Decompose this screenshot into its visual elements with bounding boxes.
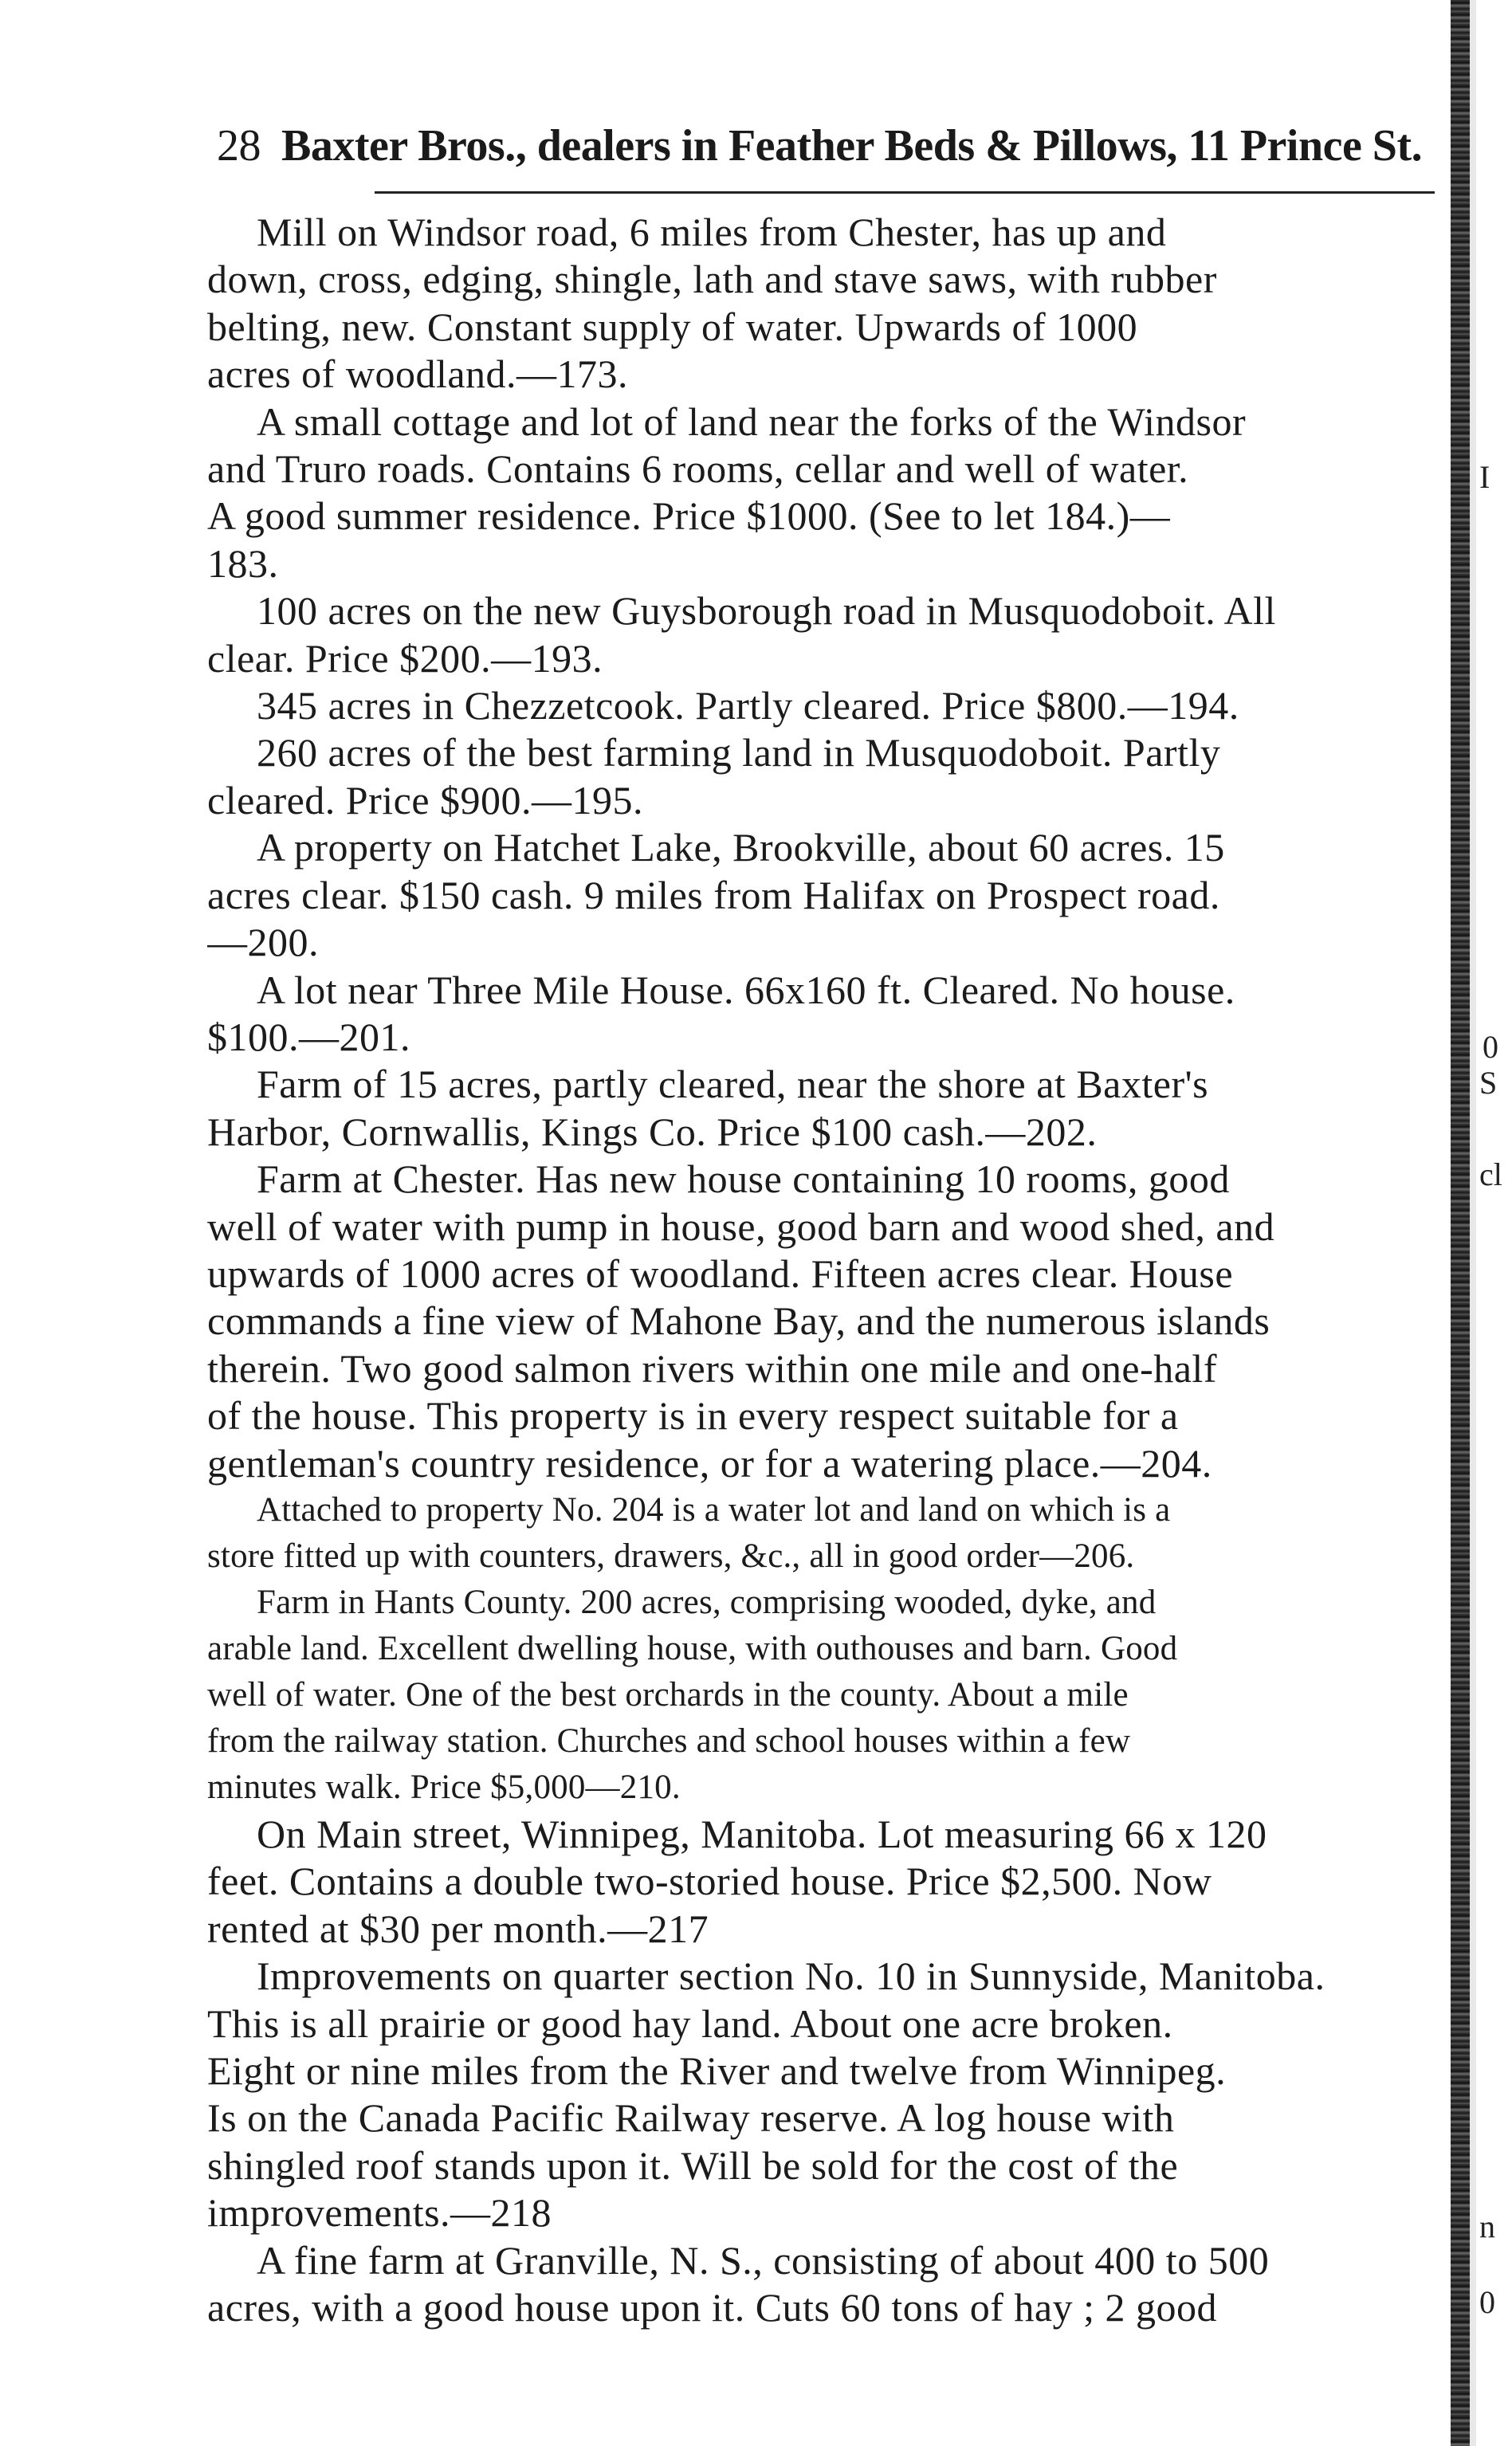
listing-entry	[207, 1580, 1467, 1811]
text-line: Improvements on quarter section No. 10 in Sunnyside, Manitoba.	[257, 1953, 1325, 1999]
text-line: This is all prairie or good hay land. About one acre broken.	[207, 2000, 1173, 2046]
text-line: A lot near Three Mile House. 66x160 ft. Cleared. No house.	[257, 967, 1235, 1012]
text-line: Eight or nine miles from the River and twelve from Winnipeg.	[207, 2048, 1227, 2093]
text-line: Attached to property No. 204 is a water lot and land on which is a	[257, 1490, 1171, 1529]
text-line: gentleman's country residence, or for a watering place.—204.	[207, 1440, 1212, 1486]
text-line: rented at $30 per month.—217	[207, 1906, 709, 1951]
text-line: Farm in Hants County. 200 acres, comprising wooded, dyke, and	[257, 1583, 1157, 1621]
margin-fragment: I	[1479, 459, 1490, 495]
text-line: well of water. One of the best orchards in the county. About a mile	[207, 1675, 1129, 1714]
text-line: shingled roof stands upon it. Will be sold for the cost of the	[207, 2142, 1179, 2188]
listing-entry	[207, 209, 1467, 399]
listing-entry	[207, 399, 1467, 588]
listing-entry	[207, 1487, 1467, 1580]
margin-fragment: 0	[1483, 1029, 1498, 1065]
text-line: cleared. Price $900.—195.	[207, 777, 644, 823]
margin-fragment: S	[1479, 1065, 1498, 1101]
text-line: arable land. Excellent dwelling house, with outhouses and barn. Good	[207, 1629, 1178, 1667]
running-header	[217, 102, 1476, 190]
listing-entry	[207, 1156, 1467, 1487]
listing-entry	[207, 967, 1467, 1062]
text-line: therein. Two good salmon rivers within one mile and one-half	[207, 1345, 1217, 1391]
listing-entry	[207, 1811, 1467, 1953]
text-line: clear. Price $200.—193.	[207, 635, 603, 681]
margin-fragment: n	[1479, 2208, 1495, 2244]
text-line: minutes walk. Price $5,000—210.	[207, 1768, 681, 1806]
listing-entry	[207, 682, 1467, 729]
header-rule	[375, 191, 1435, 194]
text-line: A good summer residence. Price $1000. (See to let 184.)—	[207, 493, 1171, 539]
text-line: well of water with pump in house, good barn and wood shed, and	[207, 1203, 1275, 1249]
text-line: improvements.—218	[207, 2190, 552, 2236]
text-line: 100 acres on the new Guysborough road in Musquodoboit. All	[257, 588, 1276, 634]
listing-text	[207, 209, 1467, 2331]
text-line: Mill on Windsor road, 6 miles from Chester, has up and	[257, 210, 1167, 254]
text-line: 260 acres of the best farming land in Musquodoboit. Partly	[257, 730, 1221, 775]
binding-edge	[1470, 0, 1476, 2446]
text-line: $100.—201.	[207, 1014, 410, 1059]
listing-entry	[207, 1953, 1467, 2236]
listing-entry	[207, 824, 1467, 966]
running-head-text: Baxter Bros., dealers in Feather Beds & Pillows, 11 Prince St.	[281, 121, 1423, 171]
margin-fragment: 0	[1479, 2284, 1495, 2320]
text-line: of the house. This property is in every respect suitable for a	[207, 1393, 1179, 1439]
text-line: Harbor, Cornwallis, Kings Co. Price $100 cash.—202.	[207, 1109, 1098, 1154]
text-line: upwards of 1000 acres of woodland. Fifteen acres clear. House	[207, 1250, 1234, 1296]
text-line: acres of woodland.—173.	[207, 351, 629, 397]
text-line: Farm of 15 acres, partly cleared, near the shore at Baxter's	[257, 1062, 1209, 1107]
listing-entry	[207, 1061, 1467, 1156]
text-line: —200.	[207, 920, 319, 965]
text-line: 345 acres in Chezzetcook. Partly cleared. Price $800.—194.	[257, 683, 1239, 728]
margin-fragment: cl	[1479, 1156, 1502, 1192]
text-line: store fitted up with counters, drawers, &c., all in good order—206.	[207, 1537, 1135, 1575]
text-line: acres, with a good house upon it. Cuts 60 tons of hay ; 2 good	[207, 2285, 1217, 2330]
listing-entry	[207, 2237, 1467, 2332]
text-line: acres clear. $150 cash. 9 miles from Halifax on Prospect road.	[207, 872, 1220, 917]
text-line: 183.	[207, 540, 279, 586]
text-line: belting, new. Constant supply of water. Upwards of 1000	[207, 304, 1138, 349]
text-line: and Truro roads. Contains 6 rooms, cellar and well of water.	[207, 446, 1189, 492]
listing-entry	[207, 729, 1467, 824]
listing-entry	[207, 587, 1467, 682]
text-line: On Main street, Winnipeg, Manitoba. Lot measuring 66 x 120	[257, 1811, 1267, 1856]
text-line: from the railway station. Churches and school houses within a few	[207, 1722, 1131, 1760]
text-line: Is on the Canada Pacific Railway reserve. A log house with	[207, 2095, 1175, 2141]
text-line: down, cross, edging, shingle, lath and stave saws, with rubber	[207, 257, 1217, 302]
text-line: A small cottage and lot of land near the forks of the Windsor	[257, 399, 1247, 444]
text-line: A property on Hatchet Lake, Brookville, about 60 acres. 15	[257, 825, 1225, 870]
binding-gutter	[1451, 0, 1470, 2446]
text-line: Farm at Chester. Has new house containing 10 rooms, good	[257, 1156, 1230, 1202]
text-line: A fine farm at Granville, N. S., consisting of about 400 to 500	[257, 2237, 1270, 2283]
text-line: feet. Contains a double two-storied house. Price $2,500. Now	[207, 1859, 1212, 1904]
text-line: commands a fine view of Mahone Bay, and the numerous islands	[207, 1298, 1270, 1344]
page-number: 28	[217, 121, 261, 171]
